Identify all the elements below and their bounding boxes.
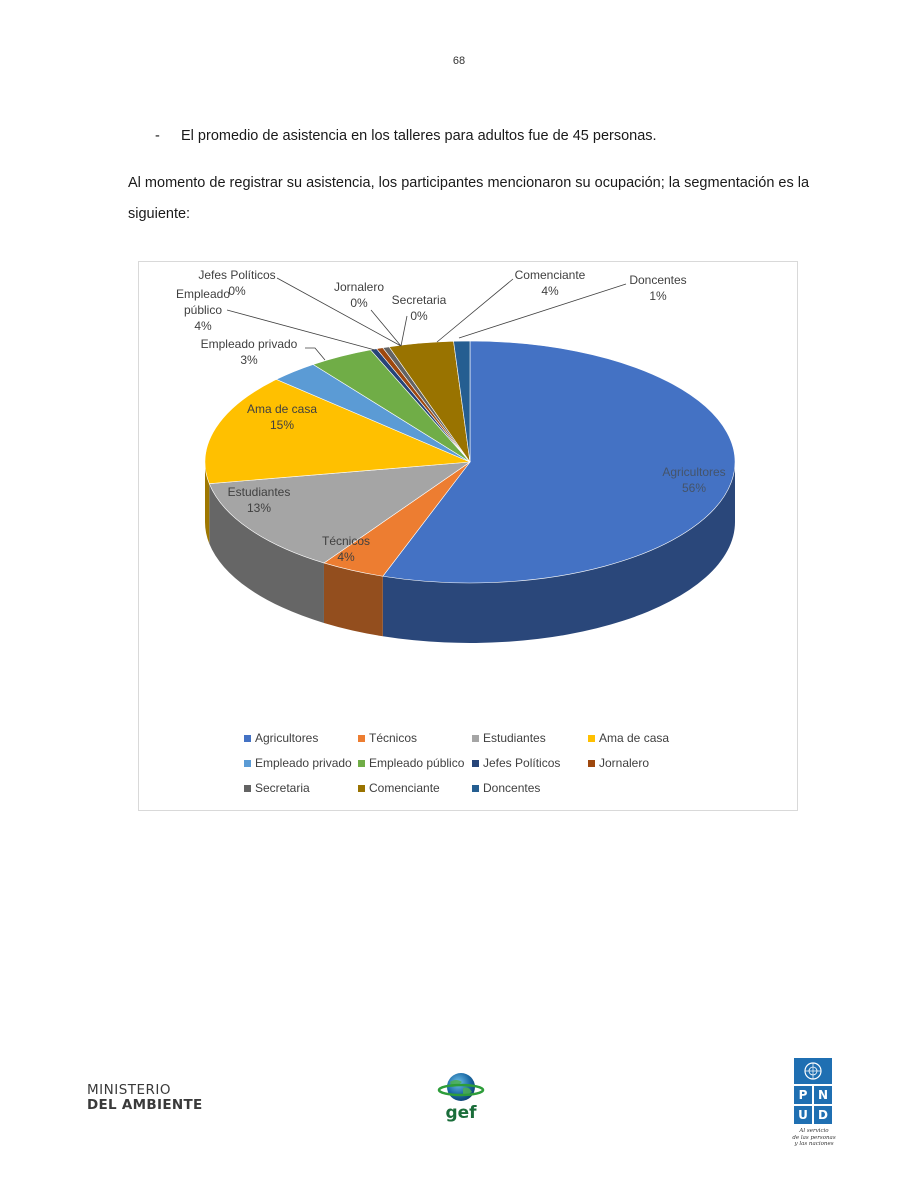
- data-label-empleado-público: Empleado público 4%: [175, 287, 231, 333]
- gef-globe-icon: [436, 1070, 486, 1122]
- legend-swatch-estudiantes: [472, 735, 479, 742]
- leader-line-jornalero: [371, 310, 401, 346]
- un-emblem-icon: [794, 1058, 832, 1084]
- undp-letter: P: [794, 1086, 812, 1104]
- legend-swatch-jefes-políticos: [472, 760, 479, 767]
- data-label-jefes-políticos: Jefes Políticos 0%: [198, 268, 276, 298]
- bullet-dash: -: [155, 128, 160, 144]
- occupation-pie-chart: [138, 261, 798, 811]
- legend-swatch-comenciante: [358, 785, 365, 792]
- ministerio-line1: MINISTERIO: [87, 1082, 172, 1098]
- legend-entry-ama-de-casa: Ama de casa: [599, 731, 670, 745]
- undp-letter: D: [814, 1106, 832, 1124]
- page-number: 68: [452, 55, 466, 67]
- legend-entry-empleado-público: Empleado público: [369, 756, 465, 770]
- legend-entry-estudiantes: Estudiantes: [483, 731, 546, 745]
- leader-line-empleado-privado: [305, 348, 325, 360]
- data-label-jornalero: Jornalero 0%: [333, 280, 385, 310]
- data-label-comenciante: Comenciante 4%: [514, 268, 586, 298]
- legend-entry-secretaria: Secretaria: [255, 781, 310, 795]
- data-label-técnicos: Técnicos 4%: [321, 534, 371, 564]
- undp-logo: [790, 1058, 838, 1148]
- legend-entry-doncentes: Doncentes: [483, 781, 541, 795]
- legend-swatch-doncentes: [472, 785, 479, 792]
- legend-swatch-secretaria: [244, 785, 251, 792]
- bullet-text: El promedio de asistencia en los talleres para adultos fue de 45 personas.: [181, 128, 657, 144]
- legend-entry-comenciante: Comenciante: [369, 781, 440, 795]
- legend-swatch-empleado-privado: [244, 760, 251, 767]
- legend-swatch-jornalero: [588, 760, 595, 767]
- legend-entry-jornalero: Jornalero: [599, 756, 650, 770]
- legend-entry-técnicos: Técnicos: [369, 731, 418, 745]
- legend-entry-agricultores: Agricultores: [255, 731, 319, 745]
- ministerio-logo: [87, 1083, 202, 1113]
- legend-swatch-ama-de-casa: [588, 735, 595, 742]
- legend-swatch-agricultores: [244, 735, 251, 742]
- legend-entry-jefes-políticos: Jefes Políticos: [483, 756, 561, 770]
- data-label-ama-de-casa: Ama de casa 15%: [246, 402, 318, 432]
- undp-letter: N: [814, 1086, 832, 1104]
- gef-logo: [436, 1070, 486, 1122]
- legend-entry-empleado-privado: Empleado privado: [255, 756, 352, 770]
- leader-line-secretaria: [401, 316, 407, 346]
- legend-swatch-empleado-público: [358, 760, 365, 767]
- legend-swatch-técnicos: [358, 735, 365, 742]
- bullet-paragraph: [155, 128, 657, 144]
- undp-tagline: Al servicio de las personas y las naciones: [792, 1128, 836, 1147]
- chart-svg: [139, 262, 799, 812]
- data-label-doncentes: Doncentes 1%: [629, 273, 687, 303]
- undp-letter: U: [794, 1106, 812, 1124]
- ministerio-line2: DEL AMBIENTE: [87, 1097, 203, 1113]
- data-label-secretaria: Secretaria 0%: [391, 293, 447, 323]
- gef-wordmark: gef: [445, 1103, 477, 1122]
- data-label-estudiantes: Estudiantes 13%: [227, 485, 291, 515]
- data-label-empleado-privado: Empleado privado 3%: [200, 337, 298, 367]
- data-label-agricultores: Agricultores 56%: [662, 465, 726, 495]
- intro-paragraph: Al momento de registrar su asistencia, los participantes mencionaron su ocupación; la segmentación es la siguiente:: [128, 175, 810, 222]
